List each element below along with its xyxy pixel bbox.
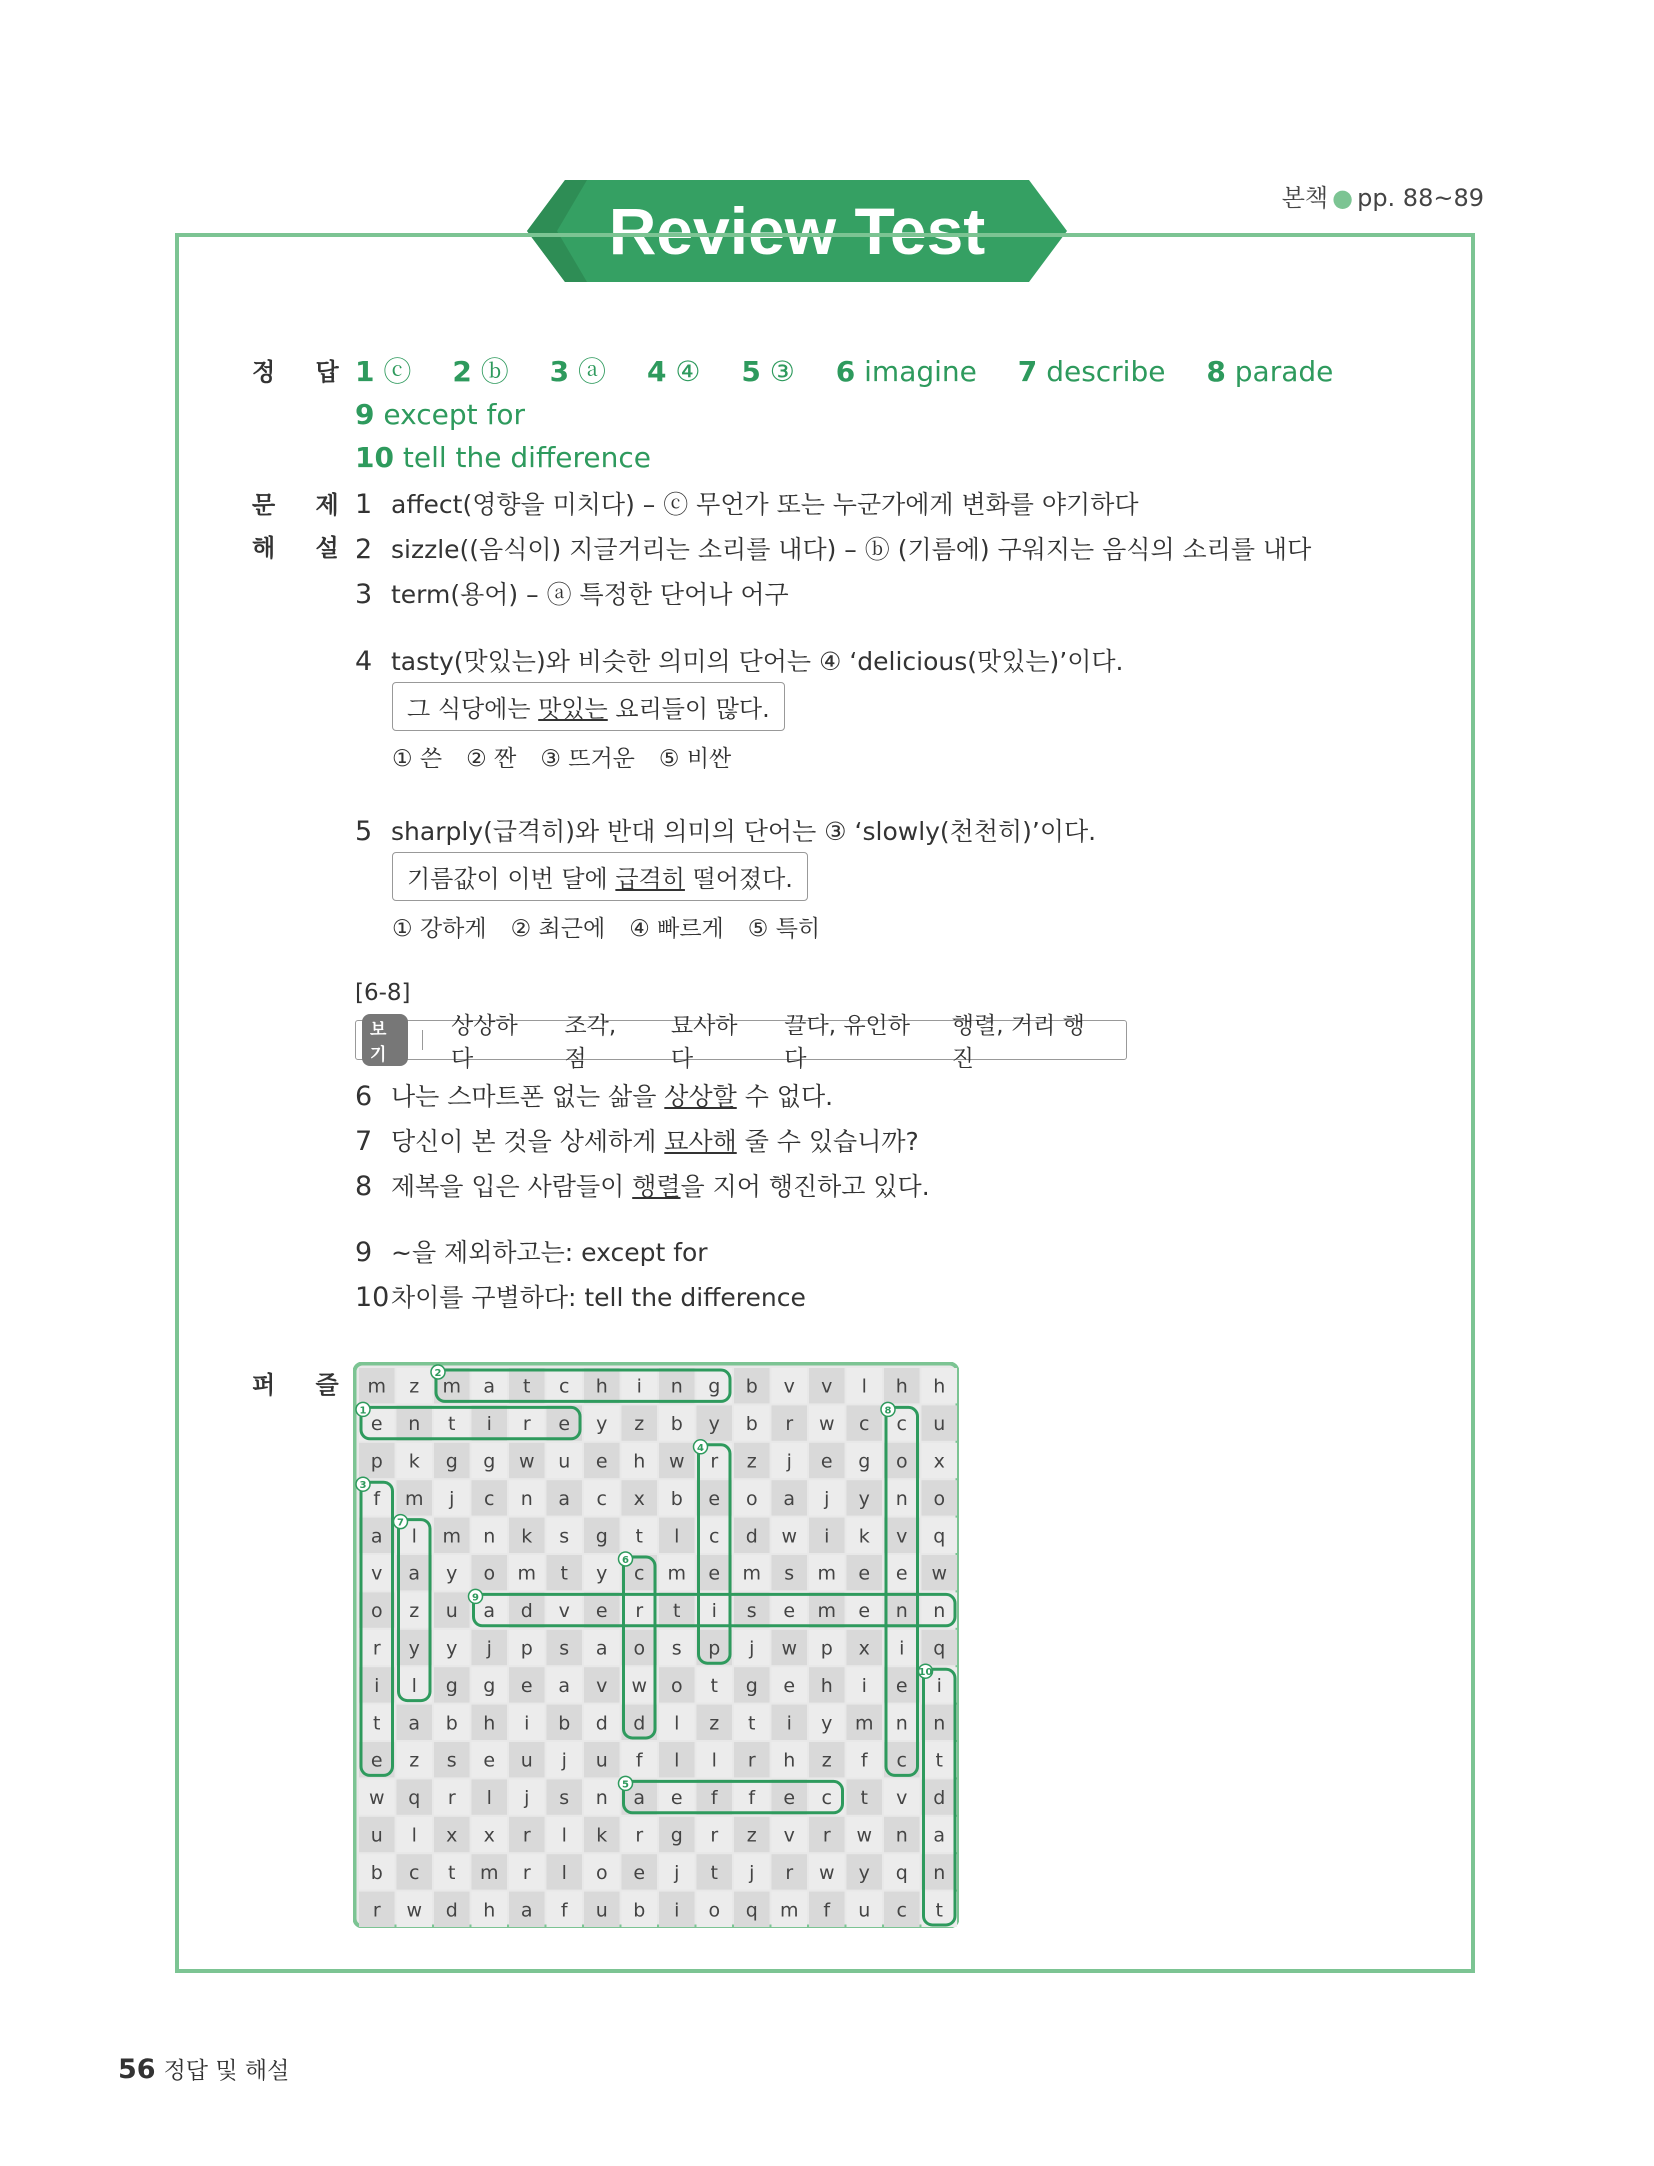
answer-item: 5 ③ xyxy=(741,355,795,388)
explanation-4: 4 tasty(맛있는)와 비슷한 의미의 단어는 ④ ‘delicious(맛있는)’이다. xyxy=(355,646,1124,677)
puzzle-letter: k xyxy=(408,1450,420,1473)
puzzle-letter: x xyxy=(446,1824,458,1847)
puzzle-letter: b xyxy=(633,1899,646,1922)
puzzle-letter: y xyxy=(446,1562,458,1585)
puzzle-letter: o xyxy=(895,1450,908,1473)
puzzle-letter: s xyxy=(671,1637,682,1660)
puzzle-letter: t xyxy=(748,1712,756,1735)
bullet-icon: ● xyxy=(1332,184,1354,212)
word-bank xyxy=(355,1013,1127,1072)
explanation-2: 2 sizzle((음식이) 지글거리는 소리를 내다) – ⓑ (기름에) 구워지는 음식의 소리를 내다 xyxy=(355,534,1312,565)
puzzle-letter: a xyxy=(595,1637,608,1660)
puzzle-letter: r xyxy=(522,1413,531,1436)
puzzle-letter: q xyxy=(745,1899,758,1922)
answer-item: 10 tell the difference xyxy=(355,441,651,474)
puzzle-letter: x xyxy=(633,1487,645,1510)
puzzle-letter: c xyxy=(821,1787,832,1810)
puzzle-letter: w xyxy=(631,1674,648,1697)
puzzle-letter: d xyxy=(933,1787,946,1810)
puzzle-letter: d xyxy=(633,1712,646,1735)
puzzle-letter: s xyxy=(784,1562,795,1585)
puzzle-letter: g xyxy=(670,1824,683,1847)
puzzle-letter: f xyxy=(823,1899,831,1922)
word-number: 5 xyxy=(622,1779,629,1791)
puzzle-letter: b xyxy=(445,1712,458,1735)
puzzle-letter: c xyxy=(634,1562,645,1585)
puzzle-letter: z xyxy=(409,1375,420,1398)
puzzle-letter: g xyxy=(595,1525,608,1548)
puzzle-letter: h xyxy=(783,1749,796,1772)
puzzle-letter: y xyxy=(708,1413,720,1436)
puzzle-letter: j xyxy=(674,1861,680,1884)
puzzle-letter: i xyxy=(636,1375,642,1398)
puzzle-letter: f xyxy=(860,1749,868,1772)
puzzle-letter: p xyxy=(370,1450,383,1473)
puzzle-letter: c xyxy=(859,1413,870,1436)
puzzle-letter: w xyxy=(518,1450,535,1473)
puzzle-letter: z xyxy=(409,1600,420,1623)
answers-label: 정 답 xyxy=(252,358,355,386)
puzzle-letter: u xyxy=(520,1749,533,1772)
word-number: 1 xyxy=(359,1405,367,1417)
puzzle-letter: q xyxy=(933,1525,946,1548)
puzzle-letter: r xyxy=(710,1450,719,1473)
puzzle-letter: r xyxy=(635,1600,644,1623)
puzzle-letter: v xyxy=(896,1525,908,1548)
puzzle-letter: e xyxy=(370,1413,383,1436)
puzzle-letter: e xyxy=(595,1450,608,1473)
puzzle-letter: b xyxy=(370,1861,383,1884)
puzzle-letter: f xyxy=(748,1787,756,1810)
puzzle-letter: e xyxy=(708,1562,721,1585)
puzzle-letter: r xyxy=(785,1861,794,1884)
puzzle-letter: o xyxy=(670,1674,683,1697)
puzzle-letter: p xyxy=(820,1637,833,1660)
puzzle-letter: j xyxy=(824,1487,830,1510)
puzzle-letter: m xyxy=(479,1861,499,1884)
puzzle-letter: i xyxy=(824,1525,830,1548)
puzzle-letter: o xyxy=(483,1562,496,1585)
explanation-5: 5 sharply(급격히)와 반대 의미의 단어는 ③ ‘slowly(천천히)’이다. xyxy=(355,816,1097,847)
example-box-4: 그 식당에는 맛있는 요리들이 많다. xyxy=(392,682,785,731)
puzzle-letter: s xyxy=(446,1749,457,1772)
puzzle-letter: s xyxy=(559,1787,570,1810)
explanation-1: 1 affect(영향을 미치다) – ⓒ 무언가 또는 누군가에게 변화를 야기하다 xyxy=(355,489,1139,520)
puzzle-letter: t xyxy=(560,1562,568,1585)
answer-item: 1 ⓒ xyxy=(355,355,412,388)
puzzle-letter: m xyxy=(817,1562,837,1585)
page-footer xyxy=(118,2052,289,2085)
word-bank-item: 묘사하다 xyxy=(670,1013,738,1072)
puzzle-letter: i xyxy=(786,1712,792,1735)
page-ref-pages: pp. 88~89 xyxy=(1357,184,1484,212)
page-reference xyxy=(1282,178,1484,213)
puzzle-letter: g xyxy=(858,1450,871,1473)
puzzle-letter: u xyxy=(933,1413,946,1436)
puzzle-letter: m xyxy=(442,1375,462,1398)
puzzle-letter: n xyxy=(895,1600,908,1623)
puzzle-letter: v xyxy=(896,1787,908,1810)
puzzle-letter: c xyxy=(409,1861,420,1884)
puzzle-letter: n xyxy=(895,1824,908,1847)
word-number: 7 xyxy=(397,1517,404,1529)
puzzle-letter: j xyxy=(561,1749,567,1772)
puzzle-letter: f xyxy=(710,1787,718,1810)
puzzle-letter: d xyxy=(745,1525,758,1548)
word-number: 8 xyxy=(884,1405,892,1417)
puzzle-letter: e xyxy=(670,1787,683,1810)
puzzle-letter: u xyxy=(558,1450,571,1473)
options-4: ① 쓴 ② 짠 ③ 뜨거운 ⑤ 비싼 xyxy=(392,746,732,772)
puzzle-letter: n xyxy=(595,1787,608,1810)
word-number: 2 xyxy=(434,1368,442,1379)
puzzle-letter: w xyxy=(931,1562,948,1585)
puzzle-letter: o xyxy=(745,1487,758,1510)
puzzle-letter: x xyxy=(483,1824,495,1847)
puzzle-letter: c xyxy=(896,1413,907,1436)
explanation-10: 10차이를 구별하다: tell the difference xyxy=(355,1282,806,1313)
puzzle-letter: l xyxy=(674,1525,680,1548)
explanation-7: 7 당신이 본 것을 상세하게 묘사해 줄 수 있습니까? xyxy=(355,1126,919,1157)
puzzle-letter: y xyxy=(858,1487,870,1510)
puzzle-letter: x xyxy=(858,1637,870,1660)
puzzle-letter: k xyxy=(596,1824,608,1847)
puzzle-letter: m xyxy=(854,1712,874,1735)
puzzle-letter: r xyxy=(522,1861,531,1884)
puzzle-letter: l xyxy=(674,1749,680,1772)
puzzle-letter: d xyxy=(445,1899,458,1922)
puzzle-letter: l xyxy=(411,1525,417,1548)
puzzle-letter: m xyxy=(517,1562,537,1585)
puzzle-letter: y xyxy=(408,1637,420,1660)
puzzle-letter: z xyxy=(746,1450,757,1473)
puzzle-letter: n xyxy=(895,1712,908,1735)
puzzle-letter: h xyxy=(633,1450,646,1473)
word-number: 3 xyxy=(359,1480,367,1492)
puzzle-letter: a xyxy=(520,1899,533,1922)
puzzle-letter: v xyxy=(783,1375,795,1398)
puzzle-letter: r xyxy=(372,1637,381,1660)
puzzle-letter: b xyxy=(670,1413,683,1436)
puzzle-letter: c xyxy=(896,1749,907,1772)
puzzle-letter: r xyxy=(372,1899,381,1922)
puzzle-letter: a xyxy=(370,1525,383,1548)
puzzle-letter: e xyxy=(858,1600,871,1623)
word-number: 4 xyxy=(697,1442,704,1454)
puzzle-letter: h xyxy=(895,1375,908,1398)
puzzle-letter: g xyxy=(445,1674,458,1697)
puzzle-letter: l xyxy=(711,1749,717,1772)
puzzle-letter: s xyxy=(746,1600,757,1623)
puzzle-letter: u xyxy=(445,1600,458,1623)
puzzle-letter: j xyxy=(486,1637,492,1660)
puzzle-letter: o xyxy=(633,1637,646,1660)
puzzle-letter: b xyxy=(670,1487,683,1510)
puzzle-letter: s xyxy=(559,1525,570,1548)
puzzle-letter: e xyxy=(558,1413,571,1436)
puzzle-letter: w xyxy=(856,1824,873,1847)
puzzle-letter: z xyxy=(409,1749,420,1772)
puzzle-letter: g xyxy=(483,1450,496,1473)
puzzle-letter: e xyxy=(708,1487,721,1510)
puzzle-letter: g xyxy=(708,1375,721,1398)
puzzle-letter: t xyxy=(373,1712,381,1735)
puzzle-letter: c xyxy=(559,1375,570,1398)
puzzle-letter: u xyxy=(595,1899,608,1922)
puzzle-letter: t xyxy=(448,1413,456,1436)
puzzle-letter: b xyxy=(745,1413,758,1436)
puzzle-letter: d xyxy=(520,1600,533,1623)
answer-item: 2 ⓑ xyxy=(452,355,509,388)
puzzle-letter: z xyxy=(821,1749,832,1772)
puzzle-letter: i xyxy=(711,1600,717,1623)
puzzle-letter: x xyxy=(933,1450,945,1473)
explanation-9: 9 ~을 제외하고는: except for xyxy=(355,1237,708,1268)
puzzle-letter: i xyxy=(486,1413,492,1436)
puzzle-letter: w xyxy=(818,1413,835,1436)
answer-item: 8 parade xyxy=(1206,355,1334,388)
puzzle-letter: v xyxy=(783,1824,795,1847)
puzzle-letter: n xyxy=(483,1525,496,1548)
puzzle-letter: z xyxy=(634,1413,645,1436)
puzzle-letter: u xyxy=(595,1749,608,1772)
word-search-puzzle xyxy=(353,1362,959,1928)
puzzle-letter: d xyxy=(595,1712,608,1735)
puzzle-letter: m xyxy=(367,1375,387,1398)
puzzle-letter: c xyxy=(484,1487,495,1510)
puzzle-letter: t xyxy=(860,1787,868,1810)
puzzle-letter: r xyxy=(447,1787,456,1810)
puzzle-letter: f xyxy=(373,1487,381,1510)
word-bank-item: 행렬, 거리 행진 xyxy=(951,1013,1085,1072)
puzzle-letter: y xyxy=(446,1637,458,1660)
puzzle-letter: r xyxy=(822,1824,831,1847)
puzzle-letter: t xyxy=(523,1375,531,1398)
puzzle-letter: i xyxy=(899,1637,905,1660)
puzzle-letter: l xyxy=(861,1375,867,1398)
puzzle-letter: m xyxy=(779,1899,799,1922)
puzzle-letter: g xyxy=(483,1674,496,1697)
puzzle-letter: c xyxy=(596,1487,607,1510)
puzzle-letter: e xyxy=(783,1674,796,1697)
puzzle-letter: u xyxy=(858,1899,871,1922)
answer-item: 4 ④ xyxy=(646,355,701,388)
puzzle-letter: j xyxy=(749,1637,755,1660)
page-number: 56 xyxy=(118,2054,156,2085)
puzzle-letter: t xyxy=(673,1600,681,1623)
range-label: [6-8] xyxy=(355,980,411,1006)
puzzle-letter: m xyxy=(442,1525,462,1548)
explanation-label-2: 해 설 xyxy=(252,534,355,562)
puzzle-letter: e xyxy=(633,1861,646,1884)
puzzle-letter: e xyxy=(520,1674,533,1697)
puzzle-letter: o xyxy=(708,1899,721,1922)
puzzle-letter: e xyxy=(895,1562,908,1585)
puzzle-letter: v xyxy=(596,1674,608,1697)
footer-label: 정답 및 해설 xyxy=(163,2058,290,2084)
puzzle-letter: l xyxy=(561,1824,567,1847)
puzzle-letter: a xyxy=(483,1375,496,1398)
puzzle-letter: e xyxy=(895,1674,908,1697)
puzzle-letter: r xyxy=(635,1824,644,1847)
puzzle-letter: j xyxy=(449,1487,455,1510)
answer-item: 9 except for xyxy=(355,398,525,431)
word-bank-item: 상상하다 xyxy=(451,1013,518,1072)
puzzle-letter: e xyxy=(783,1600,796,1623)
puzzle-letter: l xyxy=(486,1787,492,1810)
puzzle-letter: s xyxy=(559,1637,570,1660)
puzzle-letter: h xyxy=(933,1375,946,1398)
puzzle-letter: i xyxy=(936,1674,942,1697)
puzzle-letter: l xyxy=(411,1824,417,1847)
answer-item: 3 ⓐ xyxy=(549,355,607,388)
puzzle-letter: n xyxy=(933,1861,946,1884)
puzzle-letter: y xyxy=(596,1413,608,1436)
puzzle-letter: m xyxy=(742,1562,762,1585)
puzzle-letter: n xyxy=(520,1487,533,1510)
puzzle-letter: z xyxy=(709,1712,720,1735)
puzzle-letter: y xyxy=(596,1562,608,1585)
puzzle-letter: l xyxy=(561,1861,567,1884)
puzzle-letter: o xyxy=(933,1487,946,1510)
puzzle-letter: n xyxy=(670,1375,683,1398)
options-5: ① 강하게 ② 최근에 ④ 빠르게 ⑤ 특히 xyxy=(392,916,821,942)
puzzle-letter: a xyxy=(408,1562,421,1585)
puzzle-letter: q xyxy=(895,1861,908,1884)
word-bank-item: 조각, 점 xyxy=(564,1013,617,1072)
puzzle-letter: n xyxy=(933,1712,946,1735)
puzzle-letter: n xyxy=(895,1487,908,1510)
page-ref-book: 본책 xyxy=(1281,184,1329,212)
word-number: 10 xyxy=(918,1667,933,1679)
puzzle-letter: t xyxy=(710,1861,718,1884)
puzzle-letter: g xyxy=(445,1450,458,1473)
puzzle-letter: r xyxy=(710,1824,719,1847)
puzzle-letter: a xyxy=(783,1487,796,1510)
puzzle-label: 퍼 즐 xyxy=(252,1371,355,1399)
puzzle-letter: c xyxy=(709,1525,720,1548)
puzzle-letter: r xyxy=(522,1824,531,1847)
puzzle-letter: c xyxy=(896,1899,907,1922)
puzzle-letter: a xyxy=(483,1600,496,1623)
puzzle-letter: v xyxy=(558,1600,570,1623)
puzzle-letter: q xyxy=(933,1637,946,1660)
puzzle-letter: j xyxy=(749,1861,755,1884)
puzzle-letter: e xyxy=(820,1450,833,1473)
puzzle-letter: b xyxy=(558,1712,571,1735)
puzzle-letter: e xyxy=(783,1787,796,1810)
puzzle-letter: v xyxy=(821,1375,833,1398)
puzzle-letter: r xyxy=(785,1413,794,1436)
puzzle-letter: w xyxy=(406,1899,423,1922)
word-bank-item: 끌다, 유인하다 xyxy=(784,1013,910,1072)
example-box-5: 기름값이 이번 달에 급격히 떨어졌다. xyxy=(392,852,808,901)
puzzle-letter: j xyxy=(786,1450,792,1473)
puzzle-letter: e xyxy=(370,1749,383,1772)
puzzle-letter: b xyxy=(745,1375,758,1398)
puzzle-letter: a xyxy=(633,1787,646,1810)
word-bank-tag: 보기 xyxy=(362,1014,408,1066)
puzzle-letter: t xyxy=(935,1749,943,1772)
puzzle-letter: g xyxy=(745,1674,758,1697)
puzzle-letter: m xyxy=(667,1562,687,1585)
puzzle-letter: a xyxy=(558,1674,571,1697)
word-number: 9 xyxy=(472,1592,479,1604)
explanation-3: 3 term(용어) – ⓐ 특정한 단어나 어구 xyxy=(355,579,789,610)
puzzle-letter: y xyxy=(821,1712,833,1735)
puzzle-letter: u xyxy=(370,1824,383,1847)
page-title: Review Test xyxy=(608,194,986,268)
puzzle-letter: i xyxy=(674,1899,680,1922)
puzzle-letter: t xyxy=(935,1899,943,1922)
puzzle-letter: n xyxy=(933,1600,946,1623)
answer-item: 6 imagine xyxy=(835,355,977,388)
puzzle-letter: a xyxy=(933,1824,946,1847)
puzzle-letter: h xyxy=(595,1375,608,1398)
puzzle-letter: n xyxy=(408,1413,421,1436)
puzzle-letter: e xyxy=(858,1562,871,1585)
puzzle-letter: w xyxy=(818,1861,835,1884)
puzzle-letter: l xyxy=(674,1712,680,1735)
puzzle-letter: o xyxy=(595,1861,608,1884)
puzzle-letter: w xyxy=(781,1525,798,1548)
puzzle-letter: t xyxy=(635,1525,643,1548)
puzzle-letter: a xyxy=(408,1712,421,1735)
puzzle-letter: w xyxy=(781,1637,798,1660)
puzzle-letter: m xyxy=(817,1600,837,1623)
word-number: 6 xyxy=(622,1555,629,1566)
puzzle-letter: p xyxy=(520,1637,533,1660)
puzzle-letter: h xyxy=(820,1674,833,1697)
puzzle-letter: l xyxy=(411,1674,417,1697)
explanation-6: 6 나는 스마트폰 없는 삶을 상상할 수 없다. xyxy=(355,1081,834,1112)
puzzle-letter: k xyxy=(858,1525,870,1548)
puzzle-letter: t xyxy=(448,1861,456,1884)
puzzle-letter: f xyxy=(635,1749,643,1772)
puzzle-letter: z xyxy=(746,1824,757,1847)
puzzle-letter: w xyxy=(668,1450,685,1473)
explanation-label-1: 문 제 xyxy=(252,491,355,519)
puzzle-letter: v xyxy=(371,1562,383,1585)
puzzle-letter: m xyxy=(404,1487,424,1510)
puzzle-letter: e xyxy=(595,1600,608,1623)
answer-item: 7 describe xyxy=(1017,355,1166,388)
puzzle-letter: r xyxy=(747,1749,756,1772)
puzzle-letter: o xyxy=(370,1600,383,1623)
puzzle-letter: i xyxy=(524,1712,530,1735)
puzzle-letter: y xyxy=(858,1861,870,1884)
puzzle-letter: e xyxy=(483,1749,496,1772)
puzzle-letter: i xyxy=(861,1674,867,1697)
puzzle-letter: t xyxy=(710,1674,718,1697)
puzzle-letter: f xyxy=(560,1899,568,1922)
puzzle-letter: h xyxy=(483,1899,496,1922)
puzzle-letter: i xyxy=(374,1674,380,1697)
puzzle-letter: a xyxy=(558,1487,571,1510)
puzzle-letter: h xyxy=(483,1712,496,1735)
puzzle-letter: q xyxy=(408,1787,421,1810)
puzzle-letter: k xyxy=(521,1525,533,1548)
puzzle-letter: w xyxy=(368,1787,385,1810)
puzzle-letter: p xyxy=(708,1637,721,1660)
answer-list xyxy=(355,350,1425,479)
puzzle-letter: j xyxy=(524,1787,530,1810)
explanation-8: 8 제복을 입은 사람들이 행렬을 지어 행진하고 있다. xyxy=(355,1171,930,1202)
